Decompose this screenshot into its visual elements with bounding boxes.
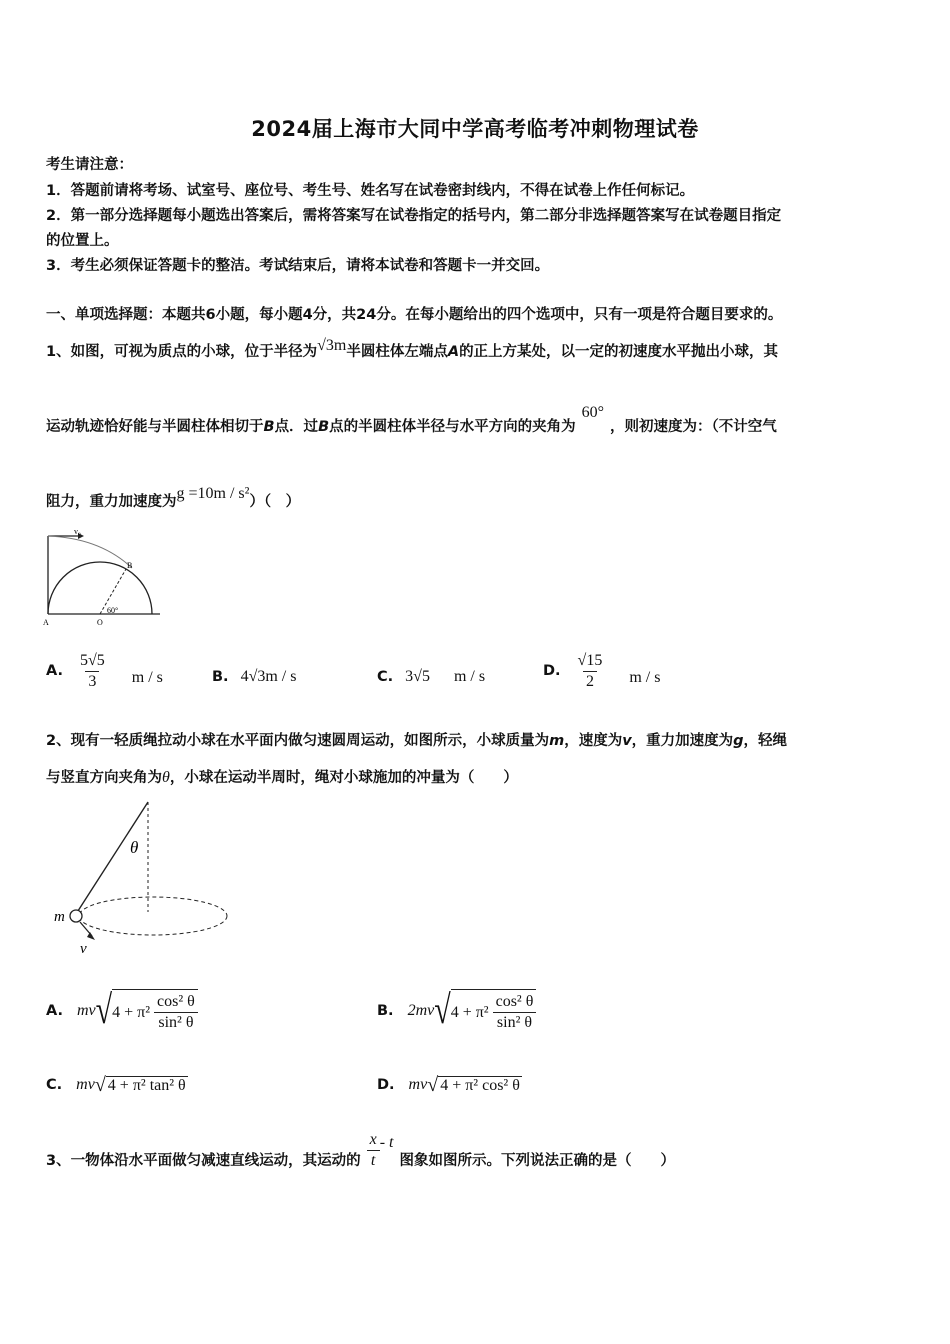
notice-item-2: 2．第一部分选择题每小题选出答案后，需将答案写在试卷指定的括号内，第二部分非选择题答案写在试卷题目指定 <box>46 208 782 224</box>
circular-path <box>79 897 227 935</box>
q1-line2: 运动轨迹恰好能与半圆柱体相切于B点．过B点的半圆柱体半径与水平方向的夹角为60°，则初速度为：（不计空气 <box>46 404 777 435</box>
v0-label: v₀ <box>74 528 81 536</box>
q1-angle: 60° <box>581 404 605 421</box>
point-b-label: B <box>127 561 133 570</box>
section-heading: 一、单项选择题：本题共6小题，每小题4分，共24分。在每小题给出的四个选项中，只有一项是符合题目要求的。 <box>46 307 783 323</box>
theta-label: θ <box>130 838 139 857</box>
angle-label: 60° <box>107 606 119 615</box>
notice-heading: 考生请注意： <box>46 157 133 173</box>
notice-item-2-cont: 的位置上。 <box>46 233 119 249</box>
q3-line: 3、一物体沿水平面做匀减速直线运动，其运动的 $\frac{x}{t}$ - t 图象如图所示。下列说法正确的是（ ） <box>46 1130 675 1169</box>
q1-gravity: g =10m / s² <box>176 485 250 502</box>
q1-option-b[interactable]: B. 4√3m / s <box>212 668 297 685</box>
q2-option-b[interactable]: B. 2mv √ 4 + π² $\frac{\text{cos² θ}}{\text{sin² θ}}$ <box>377 985 536 1037</box>
q1-line1: 1、如图，可视为质点的小球，位于半径为√3m半圆柱体左端点A的正上方某处，以一定的初速度水平抛出小球，其 <box>46 337 779 360</box>
rope <box>76 802 148 914</box>
q2-line2: 与竖直方向夹角为θ，小球在运动半周时，绳对小球施加的冲量为（ ） <box>46 769 518 786</box>
q2-option-a[interactable]: A. mv √ 4 + π² $\frac{\text{cos² θ}}{\text{sin² θ}}$ <box>46 985 198 1037</box>
velocity-arrowhead <box>87 932 95 940</box>
point-o-label: O <box>97 618 103 627</box>
q2-option-c[interactable]: C. mv √ 4 + π² tan² θ <box>46 1073 186 1096</box>
q1-figure <box>40 528 165 630</box>
q1-line3: 阻力，重力加速度为g =10m / s²）（ ） <box>46 485 301 510</box>
half-cylinder <box>48 562 152 614</box>
q2-line1: 2、现有一轻质绳拉动小球在水平面内做匀速圆周运动，如图所示，小球质量为m，速度为v，重力加速度为g，轻绳 <box>46 733 788 749</box>
q2-option-d[interactable]: D. mv √ 4 + π² cos² θ <box>377 1073 520 1096</box>
notice-item-3: 3．考生必须保证答题卡的整洁。考试结束后，请将本试卷和答题卡一并交回。 <box>46 258 550 274</box>
notice-item-1: 1．答题前请将考场、试室号、座位号、考生号、姓名写在试卷密封线内，不得在试卷上作任何标记。 <box>46 183 695 199</box>
q1-option-a[interactable]: A. $\frac{5√5}{3}$ m / s <box>46 651 163 690</box>
q2-figure <box>50 800 235 960</box>
mass-label: m <box>54 909 65 925</box>
ball <box>70 910 82 922</box>
q1-option-c[interactable]: C. 3√5 m / s <box>377 668 486 685</box>
q1-option-d[interactable]: D. $\frac{√15}{2}$ m / s <box>543 651 661 690</box>
velocity-label: v <box>80 941 87 957</box>
point-a-label: A <box>43 618 49 627</box>
q1-radius: √3m <box>317 337 347 354</box>
page-title: 2024届上海市大同中学高考临考冲刺物理试卷 <box>251 117 699 141</box>
